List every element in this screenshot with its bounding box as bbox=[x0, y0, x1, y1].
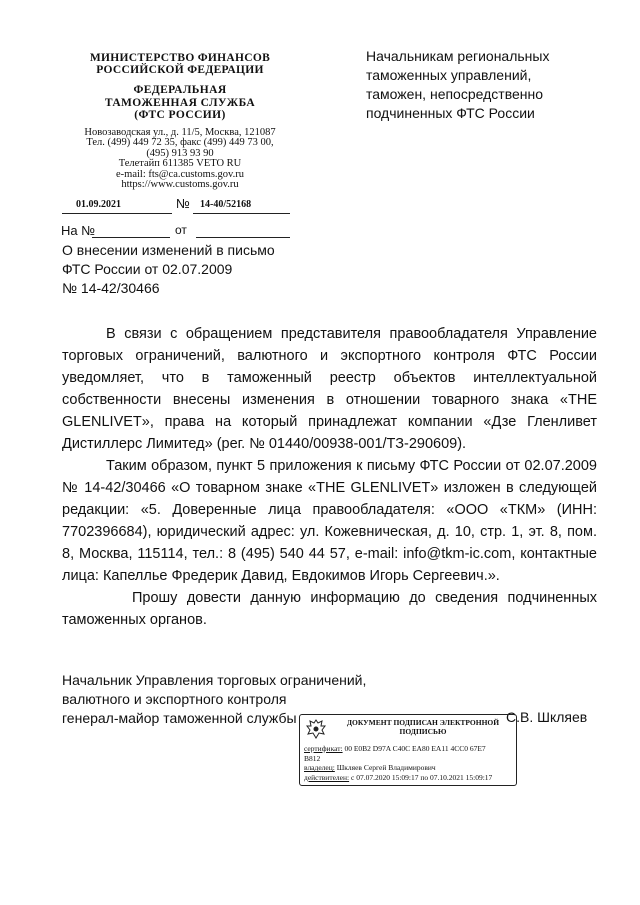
ministry-line-2: РОССИЙСКОЙ ФЕДЕРАЦИИ bbox=[96, 64, 264, 76]
number-sign: № bbox=[176, 196, 190, 211]
subject-line-1: О внесении изменений в письмо bbox=[62, 242, 275, 258]
signer-name: С.В. Шкляев bbox=[506, 709, 588, 725]
body-paragraph-1: В связи с обращением представителя правообладателя Управление торговых ограничений, валютного и экспортного контроля ФТС России уведомляет, что в таможенный реестр объектов интеллектуальной собственности внесены изменения в отношении товарного знака «THE GLENLIVET», права на который принадлежат компании «Дзе Гленливет Дистиллерс Лимитед» (рег. № 01440/00938-001/ТЗ-290609). bbox=[62, 326, 597, 452]
owner-label: владелец: bbox=[304, 763, 335, 772]
certificate-value-2: B812 bbox=[304, 753, 321, 763]
reference-from-label: от bbox=[175, 223, 187, 237]
reference-from-underline bbox=[196, 237, 290, 238]
validity-label: действителен: bbox=[304, 772, 350, 782]
reference-underline bbox=[92, 237, 170, 238]
validity-row bbox=[304, 773, 514, 783]
stamp-details bbox=[304, 744, 514, 782]
service-line-1: ФЕДЕРАЛЬНАЯ bbox=[133, 84, 227, 96]
website-line: https://www.customs.gov.ru bbox=[121, 179, 239, 190]
stamp-heading-line-2: ПОДПИСЬЮ bbox=[399, 727, 447, 736]
email-line: e-mail: fts@ca.customs.gov.ru bbox=[116, 168, 244, 180]
telex-line: Телетайп 611385 VETO RU bbox=[118, 158, 242, 169]
certificate-label: сертификат: bbox=[304, 744, 343, 753]
addressee-line-1: Начальникам региональных bbox=[366, 48, 550, 64]
body-paragraph-3: Прошу довести данную информацию до сведения подчиненных таможенных органов. bbox=[62, 590, 597, 628]
stamp-heading bbox=[334, 718, 512, 736]
owner-row bbox=[304, 763, 514, 773]
signer-title-line-3: генерал-майор таможенной службы bbox=[62, 710, 297, 726]
validity-value: с 07.07.2020 15:09:17 по 07.10.2021 15:09:17 bbox=[350, 772, 493, 782]
ministry-line-1: МИНИСТЕРСТВО ФИНАНСОВ bbox=[89, 52, 271, 64]
registration-number: 14-40/52168 bbox=[200, 199, 252, 210]
contact-info bbox=[60, 128, 300, 191]
e-signature-stamp bbox=[299, 714, 517, 786]
number-underline bbox=[193, 213, 290, 214]
service-line-3: (ФТС РОССИИ) bbox=[134, 109, 226, 121]
letterhead bbox=[60, 52, 300, 191]
subject-line-2: ФТС России от 02.07.2009 bbox=[62, 261, 233, 277]
signer-title-line-1: Начальник Управления торговых ограничений, bbox=[62, 672, 367, 688]
phone-fax-line: Тел. (499) 449 72 35, факс (499) 449 73 00, bbox=[86, 137, 274, 148]
body-paragraph-2: Таким образом, пункт 5 приложения к письму ФТС России от 02.07.2009 № 14-42/30466 «О товарном знаке «THE GLENLIVET» изложен в следующей редакции: «5. Доверенные лица правообладателя: «ООО «ТКМ» (ИНН: 7702396684), юридический адрес: ул. Кожевническая, д. 10, стр. 1, эт. 8, пом. 8, Москва, 115114, тел.: 8 (495) 540 44 57, e-mail: info@tkm-ic.com, контактные лица: Капелльe Фредерик Давид, Евдокимов Игорь Сергеевич.». bbox=[62, 458, 597, 584]
subject-line-3: № 14-42/30466 bbox=[62, 280, 160, 296]
address-line: Новозаводская ул., д. 11/5, Москва, 121087 bbox=[84, 126, 276, 138]
addressee-block bbox=[366, 47, 596, 123]
addressee-line-4: подчиненных ФТС России bbox=[366, 105, 535, 121]
signer-title-line-2: валютного и экспортного контроля bbox=[62, 691, 287, 707]
phone-line-2: (495) 913 93 90 bbox=[146, 147, 214, 159]
date-underline bbox=[62, 213, 172, 214]
registration-date: 01.09.2021 bbox=[76, 199, 121, 210]
reference-label: На № bbox=[61, 223, 96, 238]
stamp-heading-line-1: ДОКУМЕНТ ПОДПИСАН ЭЛЕКТРОННОЙ bbox=[346, 718, 500, 727]
owner-value: Шкляев Сергей Владимирович bbox=[336, 763, 436, 772]
service-line-2: ТАМОЖЕННАЯ СЛУЖБА bbox=[104, 96, 256, 109]
letter-body bbox=[62, 323, 597, 631]
certificate-value: 00 E0B2 D97A C40C EA80 EA11 4CC0 67E7 bbox=[344, 744, 486, 753]
certificate-row bbox=[304, 744, 514, 754]
eagle-emblem-icon bbox=[304, 718, 328, 740]
subject-block bbox=[62, 241, 322, 298]
addressee-line-2: таможенных управлений, bbox=[366, 67, 532, 83]
addressee-line-3: таможен, непосредственно bbox=[366, 86, 544, 102]
